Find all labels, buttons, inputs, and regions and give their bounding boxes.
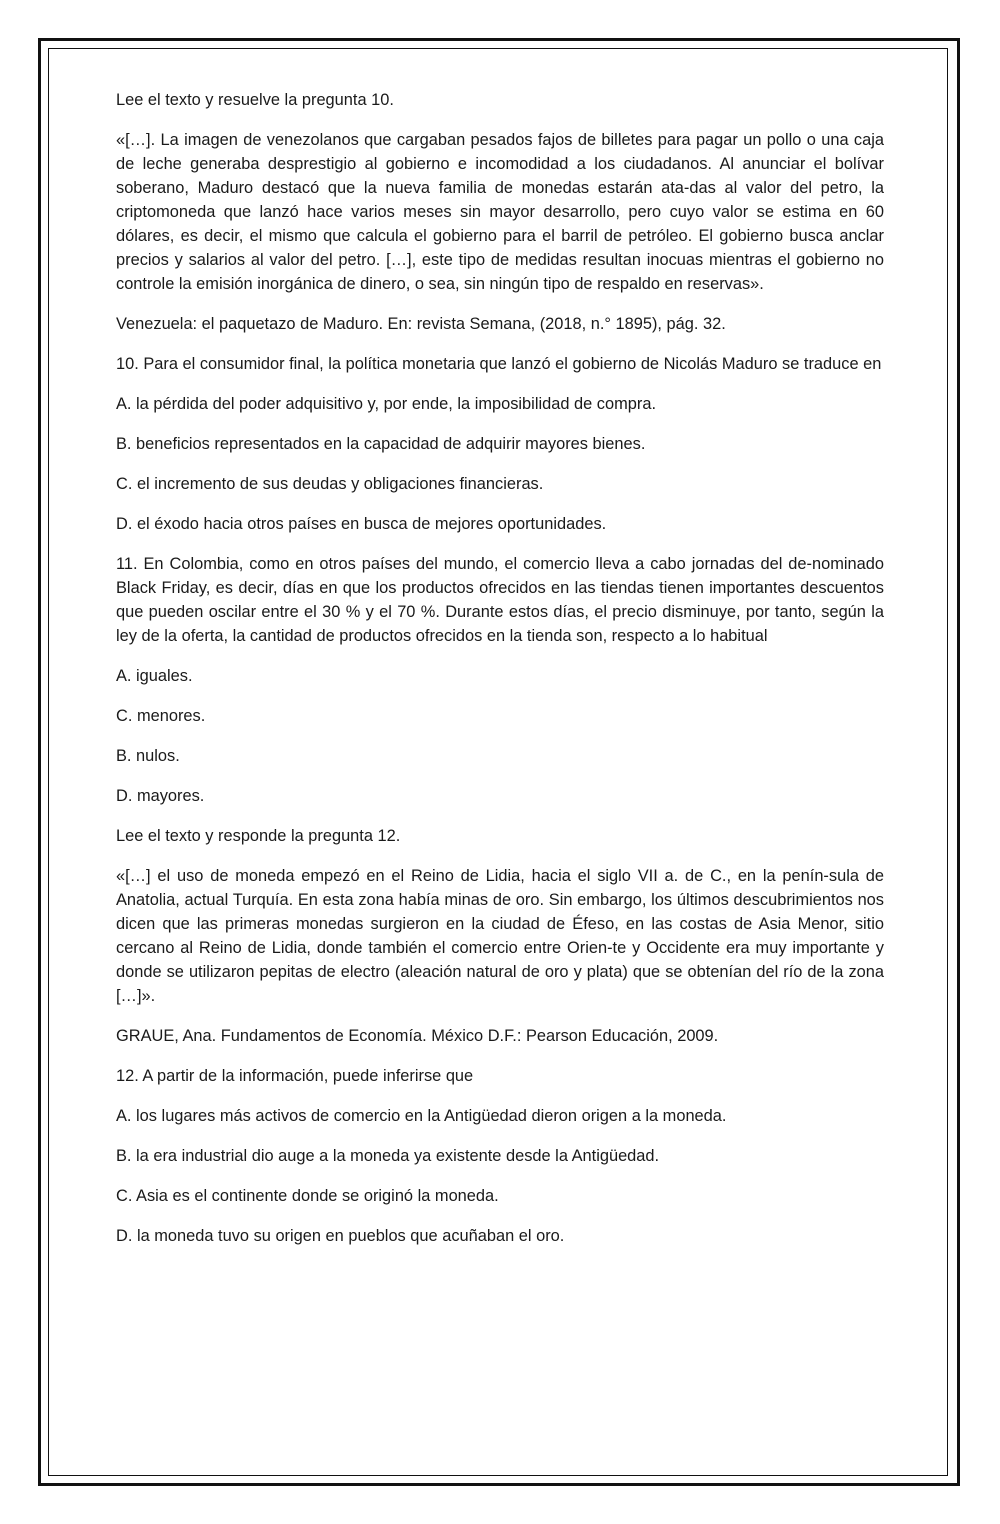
question-10-stem: 10. Para el consumidor final, la política monetaria que lanzó el gobierno de Nicolás Maduro se traduce en: [116, 355, 882, 373]
quote-question-10: «[…]. La imagen de venezolanos que cargaban pesados fajos de billetes para pagar un pollo o una caja de leche generaba desprestigio al gobierno e incomodidad a los ciudadanos. Al anunciar el bolívar soberano, Maduro destacó que la nueva familia de monedas estarán ata-das al valor del petro, la criptomoneda que lanzó hace varios meses sin mayor desarrollo, pero cuyo valor se estima en 60 dólares, es decir, el mismo que calcula el gobierno para el barril de petróleo. El gobierno busca anclar precios y salarios al valor del petro. […], este tipo de medidas resultan inocuas mientras el gobierno no controle la emisión inorgánica de dinero, o sea, sin ningún tipo de respaldo en reservas».: [116, 131, 884, 293]
question-10-option-c[interactable]: C. el incremento de sus deudas y obligaciones financieras.: [116, 475, 544, 493]
question-11-option-d[interactable]: D. mayores.: [116, 787, 205, 805]
intro-question-12: Lee el texto y responde la pregunta 12.: [116, 827, 401, 845]
source-question-12: GRAUE, Ana. Fundamentos de Economía. México D.F.: Pearson Educación, 2009.: [116, 1027, 719, 1045]
question-12-option-a[interactable]: A. los lugares más activos de comercio en la Antigüedad dieron origen a la moneda.: [116, 1107, 727, 1125]
question-10-option-b[interactable]: B. beneficios representados en la capacidad de adquirir mayores bienes.: [116, 435, 646, 453]
question-11-option-b[interactable]: B. nulos.: [116, 747, 180, 765]
question-11-option-a[interactable]: A. iguales.: [116, 667, 193, 685]
worksheet-content: [116, 88, 884, 1264]
question-11-option-c[interactable]: C. menores.: [116, 707, 206, 725]
question-12-option-c[interactable]: C. Asia es el continente donde se originó la moneda.: [116, 1187, 499, 1205]
question-12-option-b[interactable]: B. la era industrial dio auge a la moneda ya existente desde la Antigüedad.: [116, 1147, 660, 1165]
question-10-option-d[interactable]: D. el éxodo hacia otros países en busca de mejores oportunidades.: [116, 515, 607, 533]
intro-question-10: Lee el texto y resuelve la pregunta 10.: [116, 91, 394, 109]
source-question-10: Venezuela: el paquetazo de Maduro. En: revista Semana, (2018, n.° 1895), pág. 32.: [116, 315, 726, 333]
question-10-option-a[interactable]: A. la pérdida del poder adquisitivo y, por ende, la imposibilidad de compra.: [116, 395, 656, 413]
question-11-stem: 11. En Colombia, como en otros países del mundo, el comercio lleva a cabo jornadas del de-nominado Black Friday, es decir, días en que los productos ofrecidos en las tiendas tienen importantes descuentos que pueden oscilar entre el 30 % y el 70 %. Durante estos días, el precio disminuye, por tanto, según la ley de la oferta, la cantidad de productos ofrecidos en la tienda son, respecto a lo habitual: [116, 555, 884, 645]
question-12-option-d[interactable]: D. la moneda tuvo su origen en pueblos que acuñaban el oro.: [116, 1227, 565, 1245]
question-12-stem: 12. A partir de la información, puede inferirse que: [116, 1067, 474, 1085]
quote-question-12: «[…] el uso de moneda empezó en el Reino de Lidia, hacia el siglo VII a. de C., en la penín-sula de Anatolia, actual Turquía. En esta zona había minas de oro. Sin embargo, los últimos descubrimientos nos dicen que las primeras monedas surgieron en la ciudad de Éfeso, en las costas de Asia Menor, sitio cercano al Reino de Lidia, donde también el comercio entre Orien-te y Occidente era muy importante y donde se utilizaron pepitas de electro (aleación natural de oro y plata) que se obtenían del río de la zona […]».: [116, 867, 884, 1005]
